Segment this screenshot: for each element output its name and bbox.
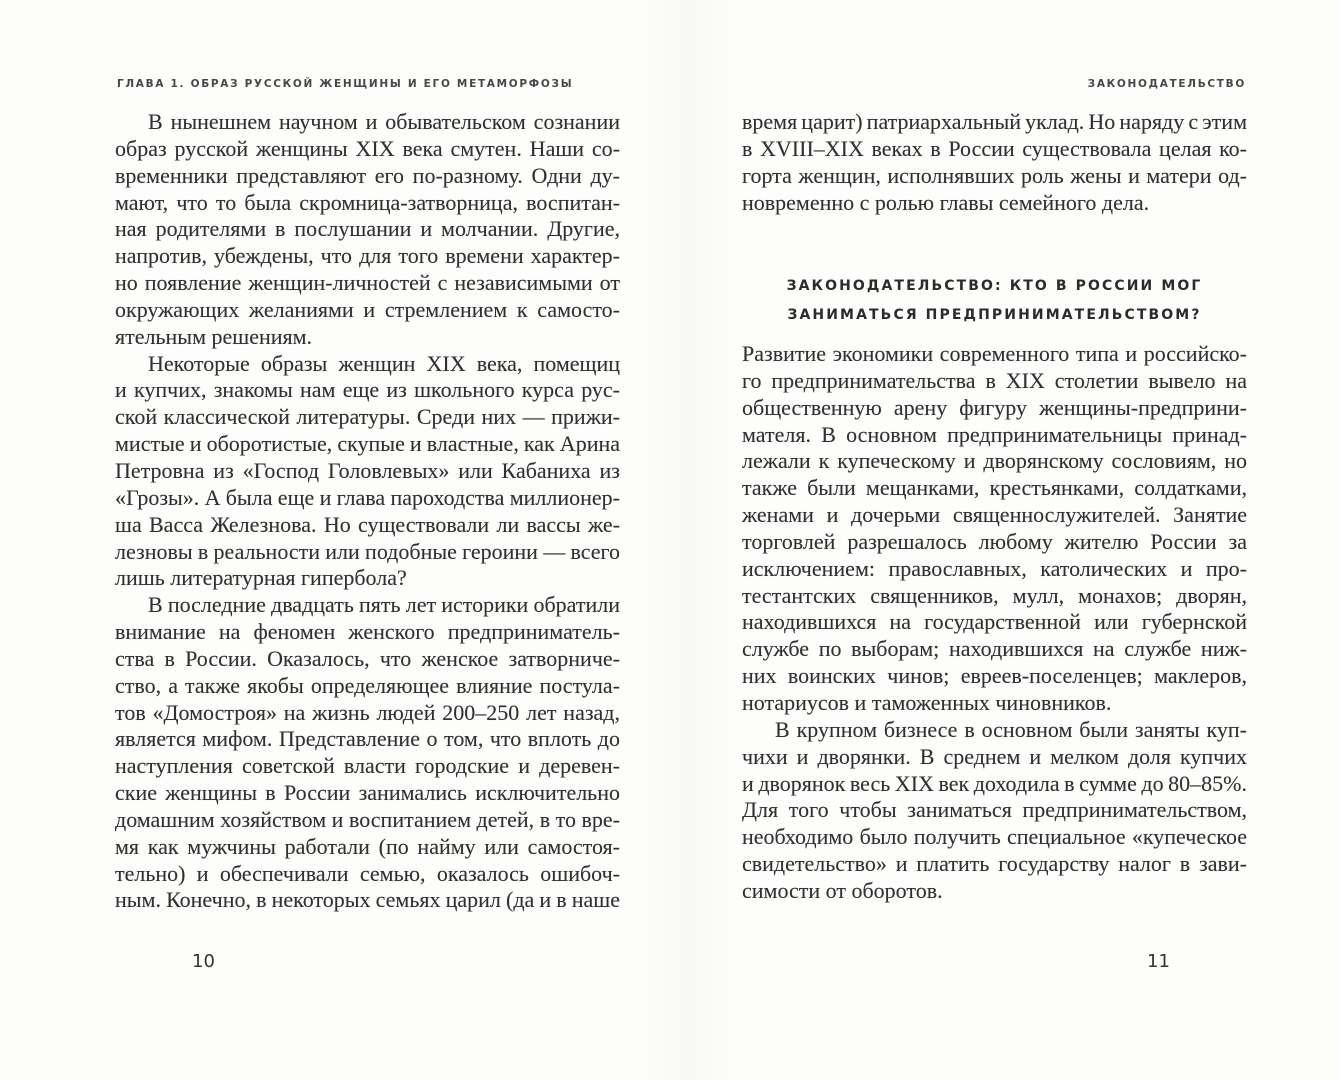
text-line: ным. Конечно, в некоторых семьях царил (да и в наше [115, 887, 620, 913]
text-line: женами и дочерьми священнослужителей. Занятие [742, 502, 1247, 528]
text-line: находившихся на государственной или губернской [742, 609, 1247, 635]
text-line: В нынешнем научном и обывательском сознании [148, 109, 620, 134]
text-line: лежали к купеческому и дворянскому сословиям, но [742, 448, 1247, 474]
text-line: них воинских чинов; евреев-поселенцев; маклеров, [742, 663, 1247, 689]
text-line: новременно с ролью главы семейного дела. [742, 189, 1150, 215]
text-line: нотариусов и таможенных чиновников. [742, 689, 1112, 715]
text-line: ЗАКОНОДАТЕЛЬСТВО: КТО В РОССИИ МОГ [786, 278, 1203, 294]
text-line: наступления советской власти городские и деревен- [115, 753, 620, 779]
text-line: ятельным решениям. [115, 323, 313, 349]
text-line: временники представляют его по-разному. Одни ду- [115, 162, 620, 188]
text-line: окружающих желаниями и стремлением к самосто- [115, 296, 620, 322]
text-line: время царит) патриархальный уклад. Но наряду с этим [742, 109, 1247, 134]
text-line: домашним хозяйством и воспитанием детей, в то вре- [115, 806, 620, 832]
text-line: общественную арену фигуру женщины-предприни- [742, 394, 1247, 420]
page-number-left: 10 [192, 951, 215, 972]
text-line: Некоторые образы женщин XIX века, помещиц [148, 350, 620, 376]
text-line: необходимо было получить специальное «купеческое [742, 824, 1247, 850]
text-line: Развитие экономики современного типа и российско- [742, 341, 1247, 366]
text-line: мя как мужчины работали (по найму или самостоя- [115, 833, 620, 859]
running-head-right: ЗАКОНОДАТЕЛЬСТВО [1087, 78, 1246, 90]
text-line: также были мещанками, крестьянками, солдатками, [742, 475, 1247, 501]
section-heading [742, 272, 1247, 330]
text-line: Петровна из «Господ Головлевых» или Кабаниха из [115, 457, 620, 483]
text-line: тельно) и обеспечивали семью, оказалось ошибоч- [115, 860, 620, 886]
text-line: внимание на феномен женского предприниматель- [115, 619, 620, 645]
text-line: Для того чтобы заниматься предпринимательством, [742, 797, 1247, 823]
text-line: ЗАНИМАТЬСЯ ПРЕДПРИНИМАТЕЛЬСТВОМ? [787, 307, 1202, 323]
text-line: В крупном бизнесе в основном были заняты куп- [775, 716, 1247, 742]
text-line: службе по выборам; находившихся на службе ниж- [742, 636, 1247, 662]
text-column-right-body [742, 341, 1247, 905]
text-line: чихи и дворянки. В среднем и мелком доля купчих [742, 743, 1247, 769]
text-line: мают, что то была скромница-затворница, воспитан- [115, 189, 620, 215]
text-line: «Грозы». А была еще и глава пароходства миллионер- [115, 484, 620, 510]
text-line: ства в России. Оказалось, что женское затворниче- [115, 645, 620, 671]
text-line: свидетельство» и платить государству налог в зави- [742, 851, 1247, 877]
text-line: ской классической литературы. Среди них — прижи- [115, 404, 620, 430]
text-line: и дворянок весь XIX век доходила в сумме до 80–85%. [742, 770, 1247, 796]
text-line: и купчих, знакомы нам еще из школьного курса рус- [115, 377, 620, 403]
text-line: образ русской женщины XIX века смутен. Наши со- [115, 135, 620, 161]
text-line: ские женщины в России занимались исключительно [115, 780, 620, 806]
text-line: симости от оборотов. [742, 877, 943, 903]
text-line: в XVIII–XIX веках в России существовала целая ко- [742, 135, 1247, 161]
text-line: напротив, убеждены, что для того времени характер- [115, 243, 620, 269]
page-number-right: 11 [1147, 951, 1170, 972]
text-line: В последние двадцать пять лет историки обратили [148, 592, 620, 618]
text-line: мателя. В основном предпринимательницы принад- [742, 421, 1247, 447]
text-line: го предпринимательства в XIX столетии вывело на [742, 367, 1247, 393]
text-line: является мифом. Представление о том, что вплоть до [115, 726, 620, 752]
text-line: ство, а также якобы определяющее влияние постула- [115, 672, 620, 698]
text-line: но появление женщин-личностей с независимыми от [115, 270, 620, 296]
text-line: тов «Домостроя» на жизнь людей 200–250 лет назад, [115, 699, 620, 725]
text-line: мистые и оборотистые, скупые и властные, как Арина [115, 431, 621, 457]
text-line: торговлей разрешалось любому жителю России за [742, 528, 1247, 554]
text-column-right-top [742, 109, 1247, 216]
text-line: горта женщин, исполнявших роль жены и матери од- [742, 162, 1247, 188]
text-line: лишь литературная гипербола? [115, 565, 407, 591]
text-line: тестантских священников, мулл, монахов; дворян, [742, 582, 1247, 608]
text-line: лезновы в реальности или подобные героини — всего [115, 538, 620, 564]
text-line: ная родителями в послушании и молчании. Другие, [115, 216, 620, 242]
text-line: исключением: православных, католических и про- [742, 555, 1247, 581]
text-column-left [115, 109, 620, 914]
running-head-left: ГЛАВА 1. ОБРАЗ РУССКОЙ ЖЕНЩИНЫ И ЕГО МЕТАМОРФОЗЫ [117, 78, 574, 90]
text-line: ша Васса Железнова. Но существовали ли вассы же- [115, 511, 620, 537]
